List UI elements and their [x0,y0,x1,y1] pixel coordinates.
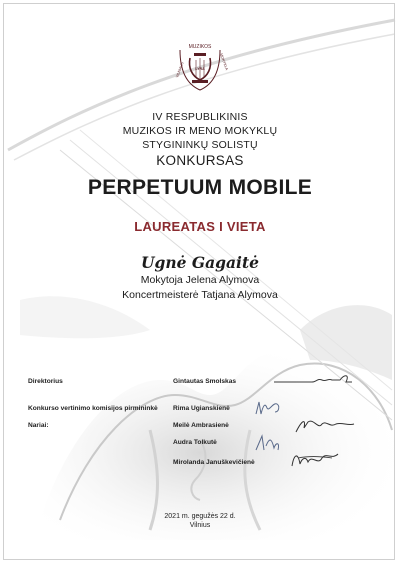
member-1-signature [292,414,358,436]
members-label: Nariai: [28,422,49,429]
heading-line-2: MUZIKOS IR MENO MOKYKLŲ [122,125,278,137]
laureate-name: Ugnė Gagaitė [141,253,259,272]
accompanist-line: Koncertmeisterė Tatjana Alymova [122,289,278,301]
issue-place: Vilnius [189,522,211,529]
lyre-icon [174,40,229,102]
chair-signature [253,398,283,418]
issue-date: 2021 m. gegužės 22 d. [164,513,236,520]
competition-label: KONKURSAS [156,153,244,168]
logo-center-text: LYRA [195,67,205,71]
member-2-signature [252,432,282,454]
member-1-name: Meilė Ambrasienė [173,422,229,429]
director-label: Direktorius [28,378,63,385]
logo-right-text: MOKYKLA [219,52,229,71]
logo-top-text: MUZIKOS [188,44,212,50]
member-3-signature [288,448,342,472]
member-2-name: Audra Tolkutė [173,439,217,446]
chair-label: Konkurso vertinimo komisijos pirmininkė [28,405,158,412]
teacher-line: Mokytoja Jelena Alymova [140,274,260,286]
logo-left-text: VILNIAUS [175,61,185,79]
award-title: LAUREATAS I VIETA [134,219,266,234]
chair-name: Rima Ugianskienė [173,405,230,412]
director-signature [272,368,356,390]
director-name: Gintautas Smolskas [173,378,237,385]
heading-line-3: STYGININKŲ SOLISTŲ [142,139,258,151]
competition-title: PERPETUUM MOBILE [87,176,313,199]
heading-line-1: IV RESPUBLIKINIS [152,111,248,123]
member-3-name: Mirolanda Januškevičienė [173,459,255,466]
